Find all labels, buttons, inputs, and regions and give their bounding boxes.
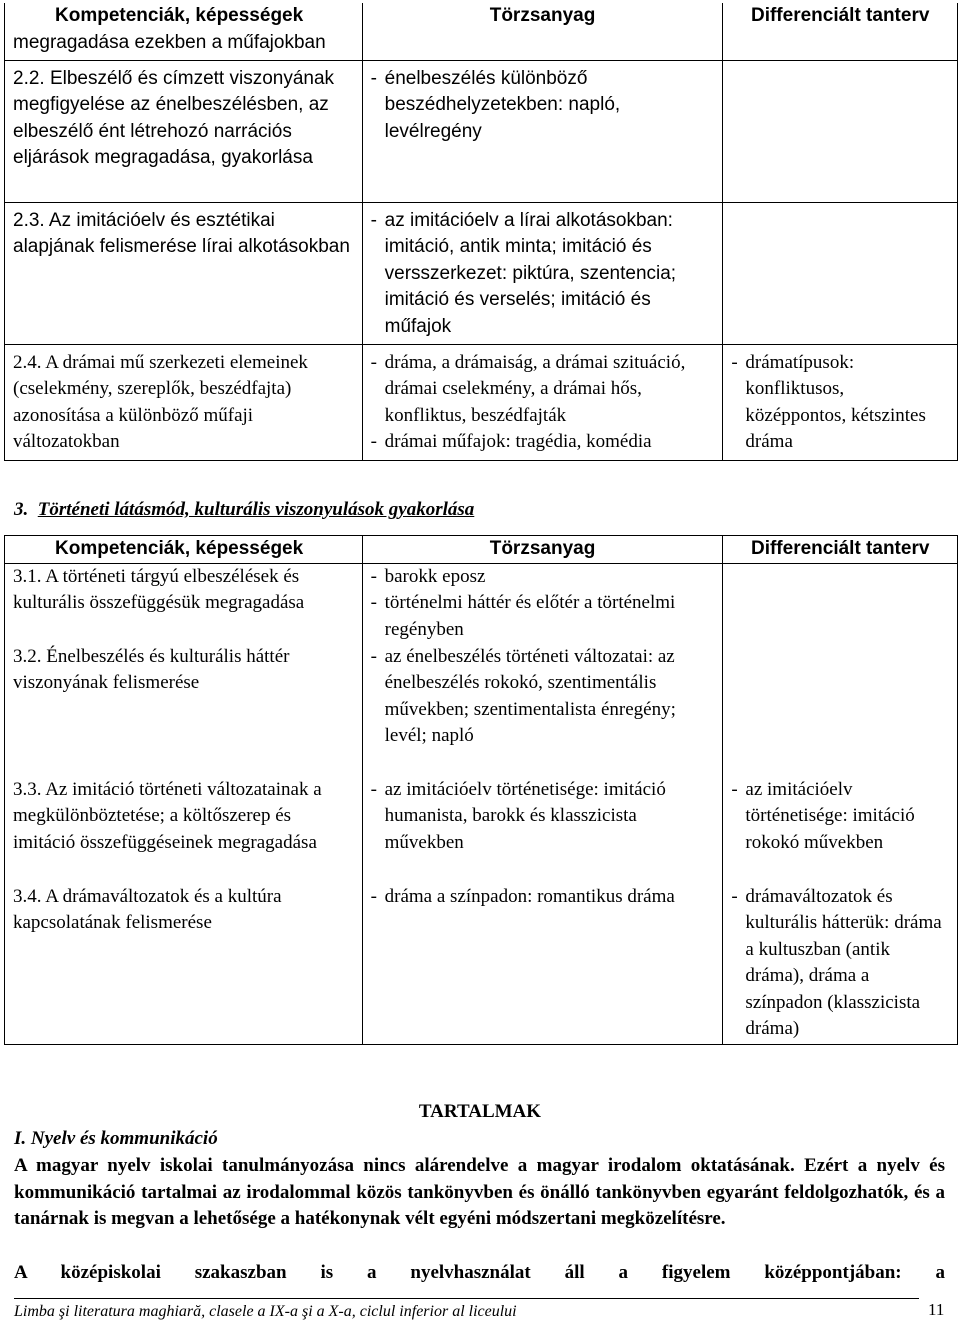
contents-heading: TARTALMAK	[418, 1101, 542, 1122]
list-item: - az énelbeszélés történeti változatai: az énelbeszélés rokokó, szentimentális művekben; szentimentalista énregény; levél; napló	[370, 645, 676, 746]
competency-cell: 3.1. A történeti tárgyú elbeszélések és kulturális összefüggésük megragadása	[5, 563, 363, 644]
table-row	[5, 30, 958, 61]
header-differentiated: Differenciált tanterv	[723, 536, 958, 564]
header-differentiated: Differenciált tanterv	[723, 3, 958, 30]
intro-text: megragadása ezekben a műfajokban	[13, 31, 326, 53]
competency-cell: 2.2. Elbeszélő és címzett viszonyának megfigyelése az énelbeszélésben, az elbeszélő ént létrehozó narrációs eljárások megragadása, gyakorlása	[5, 60, 363, 202]
competency-cell: 3.2. Énelbeszélés és kulturális háttér viszonyának felismerése	[5, 644, 363, 777]
section-number: 3.	[14, 499, 29, 520]
header-core-material: Törzsanyag	[362, 3, 723, 30]
table-header-row	[5, 3, 958, 30]
list-item: - dráma a színpadon: romantikus dráma	[370, 885, 675, 907]
header-competencies: Kompetenciák, képességek	[5, 3, 363, 30]
footer-text: Limba şi literatura maghiară, clasele a IX-a şi a X-a, ciclul inferior al liceului	[14, 1303, 517, 1320]
header-core-material: Törzsanyag	[362, 536, 723, 564]
contents-paragraph: A magyar nyelv iskolai tanulmányozása nincs alárendelve a magyar irodalom oktatásának. Ezért a nyelv és kommunikáció tartalmai az irodalommal közös tankönyvben és önálló tankönyvben egyaránt feldolgozhatók, és a tanárnak is megvan a lehetősége a hatékonynak vélt egyéni módszertani megközelítésre.	[14, 1155, 945, 1229]
table-row	[5, 60, 958, 202]
competency-cell: 2.4. A drámai mű szerkezeti elemeinek (cselekmény, szereplők, beszédfajta) azonosítása a különböző műfaji változatokban	[5, 344, 363, 460]
list-item: - barokk eposz	[370, 565, 486, 587]
list-item: - dráma, a drámaiság, a drámai szituáció, drámai cselekmény, a drámai hős, konfliktus, beszédfajták	[370, 351, 686, 426]
table-row	[5, 344, 958, 460]
table-row	[5, 644, 958, 777]
list-item: - történelmi háttér és előtér a történelmi regényben	[370, 592, 676, 640]
table-row	[5, 777, 958, 884]
list-item: - drámaváltozatok és kulturális hátterük: dráma a kultuszban (antik dráma), dráma a színpadon (klasszicista dráma)	[731, 885, 942, 1039]
competency-table-1	[4, 3, 958, 461]
competency-cell: 3.3. Az imitáció történeti változatainak a megkülönböztetése; a költőszerep és imitáció összefüggéseinek megragadása	[5, 777, 363, 884]
competency-cell: 3.4. A drámaváltozatok és a kultúra kapcsolatának felismerése	[5, 884, 363, 1045]
list-item: - az imitációelv történetisége: imitáció humanista, barokk és klasszicista művekben	[370, 778, 666, 853]
table-row	[5, 884, 958, 1045]
table-row	[5, 563, 958, 644]
section-title-text: Történeti látásmód, kulturális viszonyulások gyakorlása	[37, 499, 475, 520]
section-title	[14, 497, 474, 524]
table-header-row	[5, 536, 958, 564]
list-item: - drámai műfajok: tragédia, komédia	[370, 431, 652, 452]
contents-paragraph: A középiskolai szakaszban is a nyelvhasználat áll a figyelem középpontjában: a	[14, 1262, 945, 1283]
competency-cell: 2.3. Az imitációelv és esztétikai alapjának felismerése lírai alkotásokban	[5, 202, 363, 344]
list-item: - az imitációelv a lírai alkotásokban: imitáció, antik minta; imitáció és versszerkezet: piktúra, szentencia; imitáció és verselés; imitáció és műfajok	[370, 209, 677, 337]
table-row	[5, 202, 958, 344]
footer-divider	[14, 1298, 919, 1299]
list-item: - énelbeszélés különböző beszédhelyzetekben: napló, levélregény	[370, 67, 621, 142]
page-number: 11	[928, 1300, 945, 1319]
list-item: - drámatípusok: konfliktusos, középpontos, kétszintes dráma	[731, 351, 926, 452]
list-item: - az imitációelv történetisége: imitáció rokokó művekben	[731, 778, 915, 853]
competency-table-2	[4, 535, 958, 1045]
header-competencies: Kompetenciák, képességek	[5, 536, 363, 564]
contents-subheading: I. Nyelv és kommunikáció	[14, 1128, 218, 1149]
